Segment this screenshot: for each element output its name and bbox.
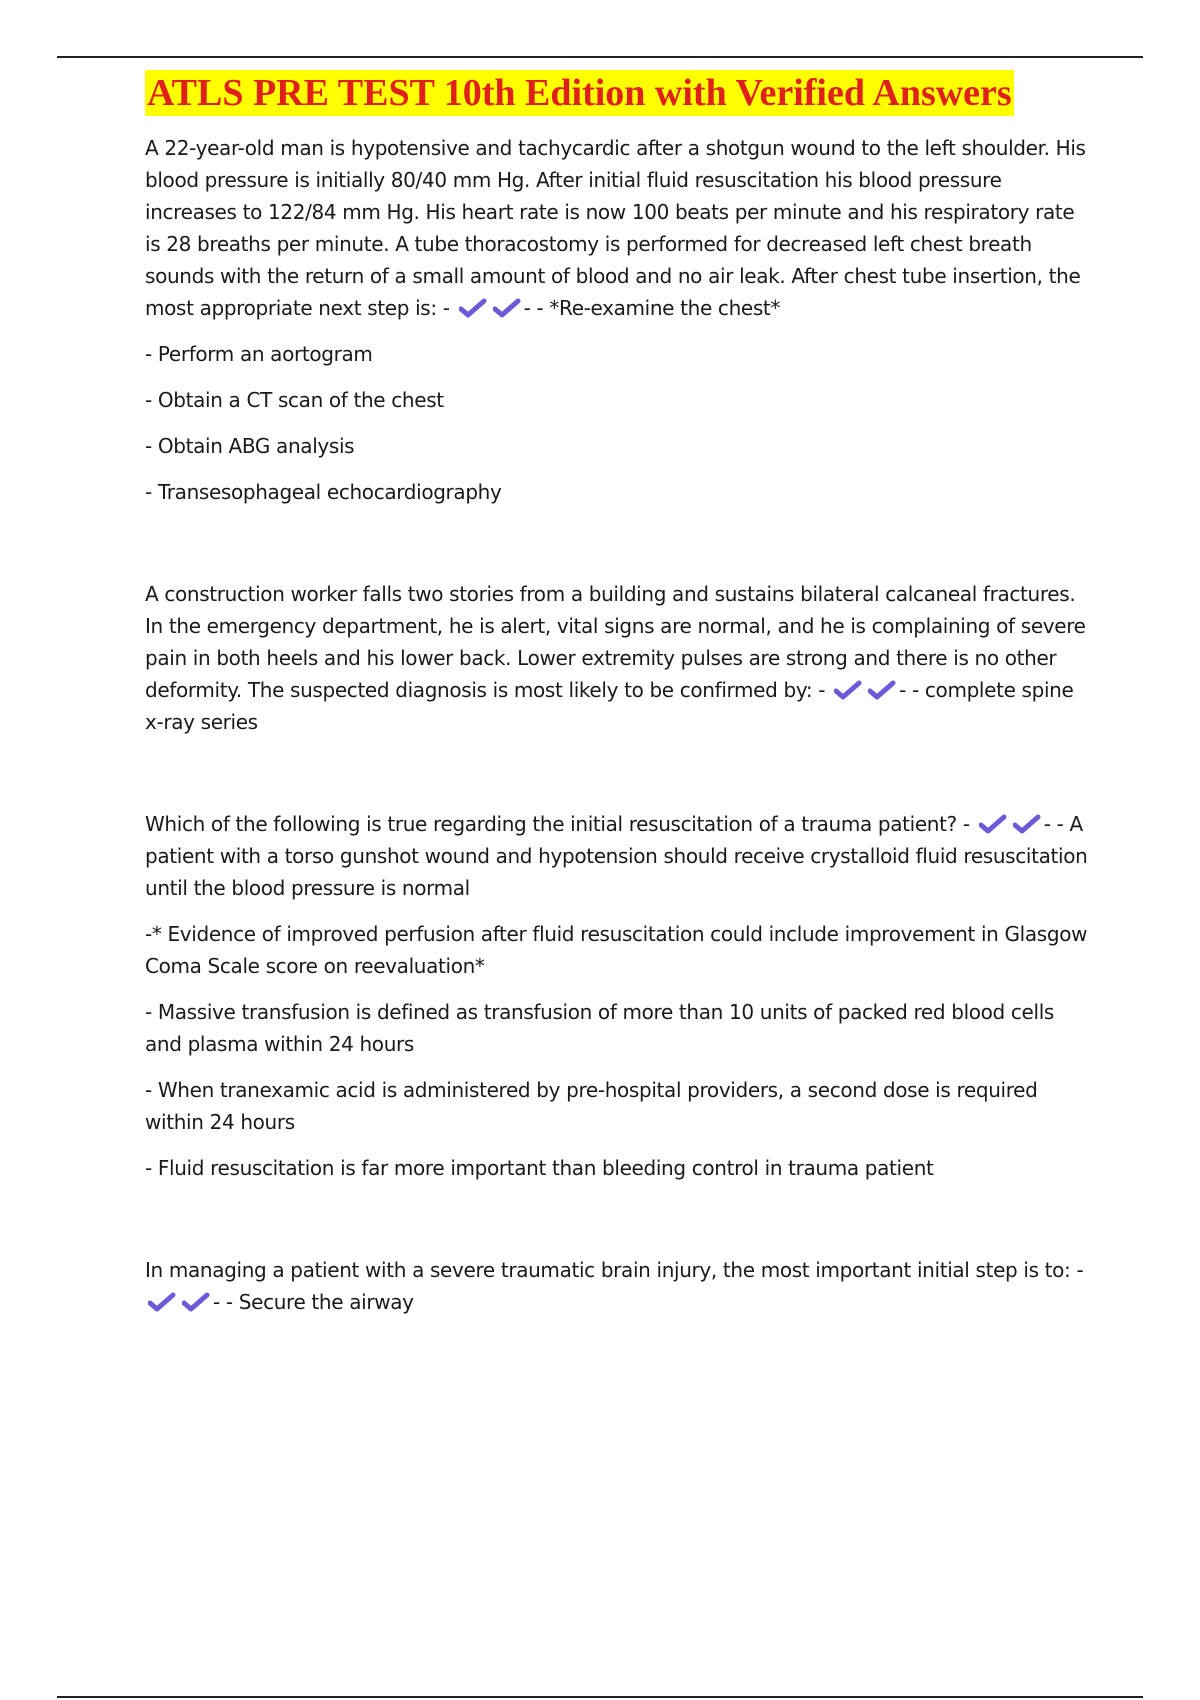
spacer	[145, 1198, 1095, 1254]
question-3-answer: A patient with a torso gunshot wound and hypotension should receive crystalloid fluid resuscitation until the blood pressure is normal	[145, 812, 1088, 900]
check-icon	[1013, 814, 1041, 834]
option: - Perform an aortogram	[145, 342, 373, 366]
document-title: ATLS PRE TEST 10th Edition with Verified Answers	[147, 72, 1012, 114]
option: - When tranexamic acid is administered by pre-hospital providers, a second dose is required within 24 hours	[145, 1078, 1038, 1134]
answer-separator: - -	[1043, 812, 1064, 836]
option: - Obtain ABG analysis	[145, 434, 355, 458]
question-2	[145, 578, 1095, 738]
document-body	[145, 70, 1095, 1332]
option: - Transesophageal echocardiography	[145, 480, 502, 504]
answer-separator: - -	[899, 678, 919, 702]
check-icon	[182, 1292, 210, 1312]
question-1-stem: A 22-year-old man is hypotensive and tachycardic after a shotgun wound to the left shoulder. His blood pressure is initially 80/40 mm Hg. After initial fluid resuscitation his blood pressure increases to 122/84 mm Hg. His heart rate is now 100 beats per minute and his respiratory rate is 28 breaths per minute. A tube thoracostomy is performed for decreased left chest breath sounds with the return of a small amount of blood and no air leak. After chest tube insertion, the most appropriate next step is: -	[145, 136, 1086, 320]
question-4	[145, 1254, 1095, 1318]
question-3	[145, 808, 1095, 904]
check-icon	[979, 814, 1007, 834]
question-1	[145, 132, 1095, 324]
question-3-stem: Which of the following is true regarding the initial resuscitation of a trauma patient? -	[145, 812, 970, 836]
check-icon	[868, 680, 896, 700]
check-icon	[148, 1292, 176, 1312]
question-2-answer: complete spine x-ray series	[145, 678, 1074, 734]
question-4-answer: Secure the airway	[238, 1290, 414, 1314]
answer-separator: - -	[523, 296, 544, 320]
check-icon	[459, 298, 487, 318]
question-1-answer: *Re-examine the chest*	[549, 296, 781, 320]
option: - Fluid resuscitation is far more important than bleeding control in trauma patient	[145, 1156, 934, 1180]
question-4-stem: In managing a patient with a severe traumatic brain injury, the most important initial step is to: -	[145, 1258, 1084, 1282]
option: -* Evidence of improved perfusion after fluid resuscitation could include improvement in Glasgow Coma Scale score on reevaluation*	[145, 922, 1088, 978]
top-rule	[57, 56, 1143, 58]
answer-separator: - -	[213, 1290, 233, 1314]
option: - Massive transfusion is defined as transfusion of more than 10 units of packed red blood cells and plasma within 24 hours	[145, 1000, 1054, 1056]
spacer	[145, 752, 1095, 808]
check-icon	[493, 298, 521, 318]
check-icon	[834, 680, 862, 700]
option: - Obtain a CT scan of the chest	[145, 388, 444, 412]
spacer	[145, 522, 1095, 578]
bottom-rule	[57, 1696, 1143, 1698]
question-2-stem: A construction worker falls two stories from a building and sustains bilateral calcaneal fractures. In the emergency department, he is alert, vital signs are normal, and he is complaining of severe pain in both heels and his lower back. Lower extremity pulses are strong and there is no other deformity. The suspected diagnosis is most likely to be confirmed by: -	[145, 582, 1086, 702]
